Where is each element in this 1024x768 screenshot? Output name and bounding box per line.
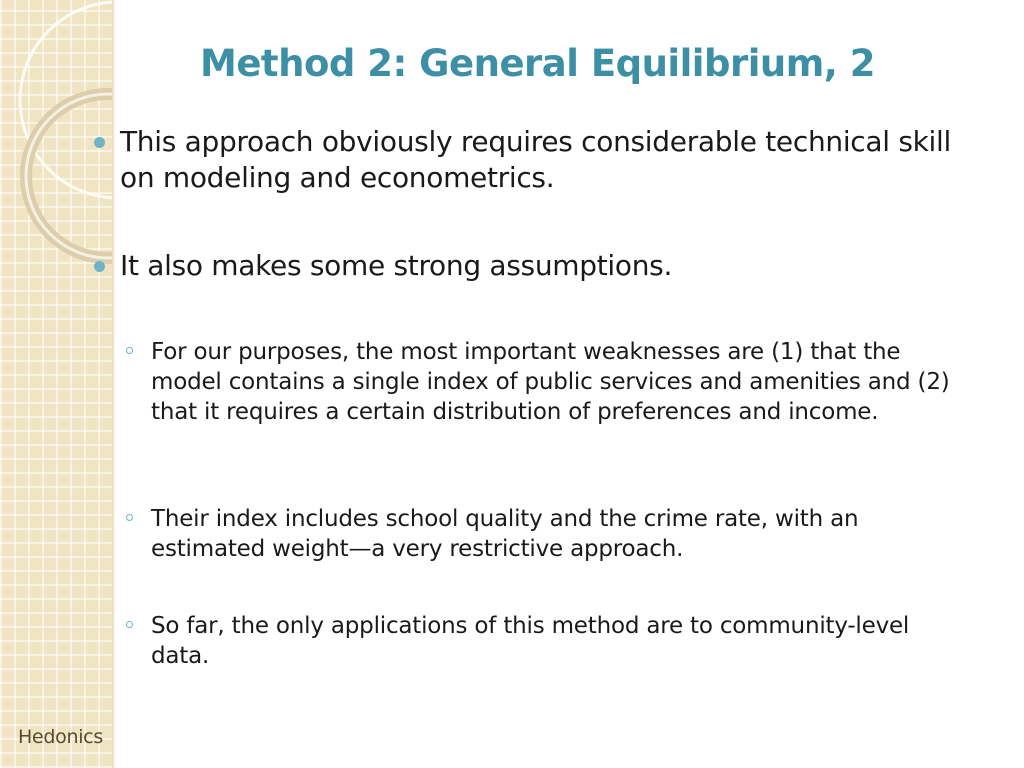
bullet-dot-icon — [94, 261, 105, 272]
sub-bullet-text: Their index includes school quality and the crime rate, with an estimated weight—a very restrictive approach. — [151, 506, 859, 562]
sub-bullet-text: So far, the only applications of this method are to community-level data. — [151, 613, 910, 669]
bullet-text: It also makes some strong assumptions. — [120, 249, 673, 282]
sub-bullet-ring-icon — [126, 347, 133, 354]
decorative-circles — [0, 0, 112, 768]
decorative-sidebar — [0, 0, 112, 768]
sub-bullet-ring-icon — [126, 621, 133, 628]
sub-bullet-item — [126, 611, 956, 671]
bullet-item — [94, 124, 974, 196]
bullet-text: This approach obviously requires considerable technical skill on modeling and econometrics. — [120, 125, 951, 194]
slide-title: Method 2: General Equilibrium, 2 — [200, 42, 875, 85]
bullet-item — [94, 248, 974, 284]
sub-bullet-item — [126, 337, 956, 427]
sub-bullet-text: For our purposes, the most important weaknesses are (1) that the model contains a single index of public services and amenities and (2) that it requires a certain distribution of preferences and income. — [151, 339, 950, 425]
bullet-dot-icon — [94, 137, 105, 148]
sub-bullet-item — [126, 504, 956, 564]
sub-bullet-ring-icon — [126, 514, 133, 521]
sidebar-edge — [112, 0, 115, 768]
footer-label: Hedonics — [18, 726, 103, 748]
